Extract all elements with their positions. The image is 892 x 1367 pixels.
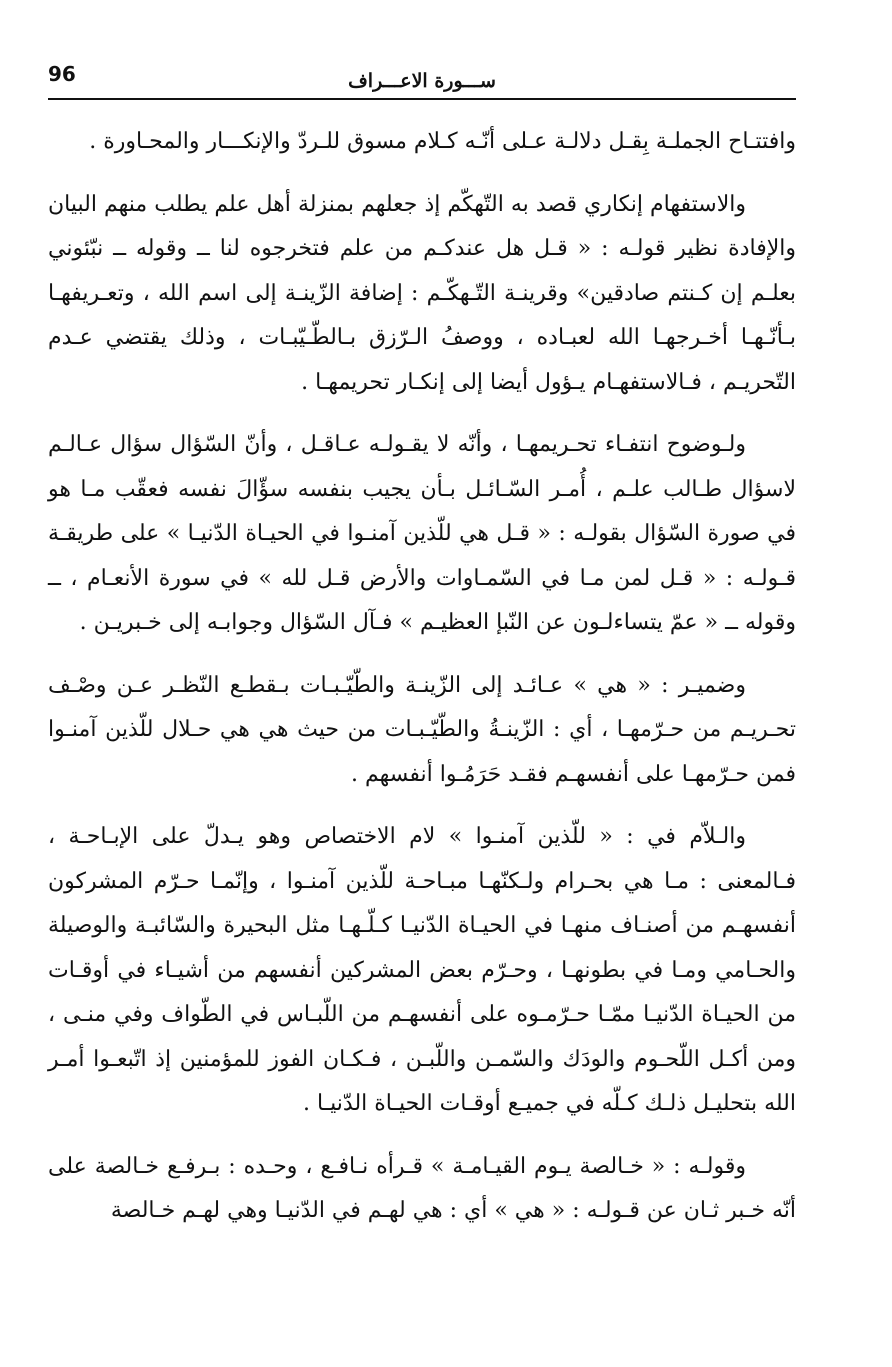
paragraph: ولـوضوح انتفـاء تحـريمهـا ، وأنّه لا يقـولـه عـاقـل ، وأنّ السّؤال سؤال عـالـم لاسؤال طـالب علـم ، أُمـر السّـائـل بـأن يجيب بنفسه سؤّالَ نفسه فعقّب مـا هو في صورة السّؤال بقولـه : « قـل هي للّذين آمنـوا في الحيـاة الدّنيـا » على طريقـة قـولـه : « قـل لمن مـا في السّمـاوات والأرض قـل لله » في سورة الأنعـام ، ــ وقوله ــ « عمّ يتساءلـون عن النّبإ العظيـم » فـآل السّؤال وجوابـه إلى خـبريـن . <box>48 432 796 635</box>
page-header <box>48 62 796 102</box>
running-title: ســـورة الاعـــراف <box>348 70 496 92</box>
page-number: 96 <box>48 62 76 86</box>
paragraph: وضميـر : « هي » عـائـد إلى الزّينـة والطّيّـبـات بـقطـع النّظـر عـن وصْـف تحـريـم من حـرّمهـا ، أي : الزّينـةُ والطّيّـبـات من حيث هي هي حـلال للّذين آمنـوا فمن حـرّمهـا على أنفسهـم فقـد حَرَمُـوا أنفسهم . <box>48 672 796 787</box>
paragraph: وافتتـاح الجملـة بِقـل دلالـة عـلى أنّـه كـلام مسوق للـردّ والإنكـــار والمحـاورة . <box>89 129 796 154</box>
body-text <box>48 120 796 1252</box>
paragraph: والـلاّم في : « للّذين آمنـوا » لام الاختصاص وهو يـدلّ على الإبـاحـة ، فـالمعنى : مـا هي بحـرام ولـكنّهـا مبـاحـة للّذين آمنـوا ، وإنّمـا حـرّم المشركون أنفسهـم من أصنـاف منهـا في الحيـاة الدّنيـا كـلّـهـا مثل البحيرة والسّائبـة والوصيلة والحـامي ومـا في بطونهـا ، وحـرّم بعض المشركين أنفسهم من أشيـاء في أوقـات من الحيـاة الدّنيـا ممّـا حـرّمـوه على أنفسهـم من اللّبـاس في الطّواف وفي منـى ، ومن أكـل اللّحـوم والودَك والسّمـن واللّبـن ، فـكـان الفوز للمؤمنين إذ اتّبعـوا أمـر الله بتحليـل ذلـك كـلّه في جميـع أوقـات الحيـاة الدّنيـا . <box>48 824 796 1116</box>
paragraph: والاستفهام إنكاري قصد به التّهكّم إذ جعلهم بمنزلة أهل علم يطلب منهم البيان والإفادة نظير قولـه : « قـل هل عندكـم من علم فتخرجوه لنا ــ وقوله ــ نبّئوني بعلـم إن كـنتم صادقين» وقرينـة التّـهكّـم : إضافة الزّينـة إلى اسم الله ، وتعـريفهـا بـأنّـهـا أخـرجهـا الله لعبـاده ، ووصفُ الـرّزق بـالطّـيّبـات ، وذلك يقتضي عـدم التّحريـم ، فـالاستفهـام يـؤول أيضا إلى إنكـار تحريمهـا . <box>48 191 796 395</box>
paragraph: وقولـه : « خـالصة يـوم القيـامـة » قـرأه نـافـع ، وحـده : بـرفـع خـالصة على أنّه خـبر ثـان عن قـولـه : « هي » أي : هي لهـم في الدّنيـا وهي لهـم خـالصة <box>48 1153 796 1223</box>
header-divider <box>48 98 796 100</box>
